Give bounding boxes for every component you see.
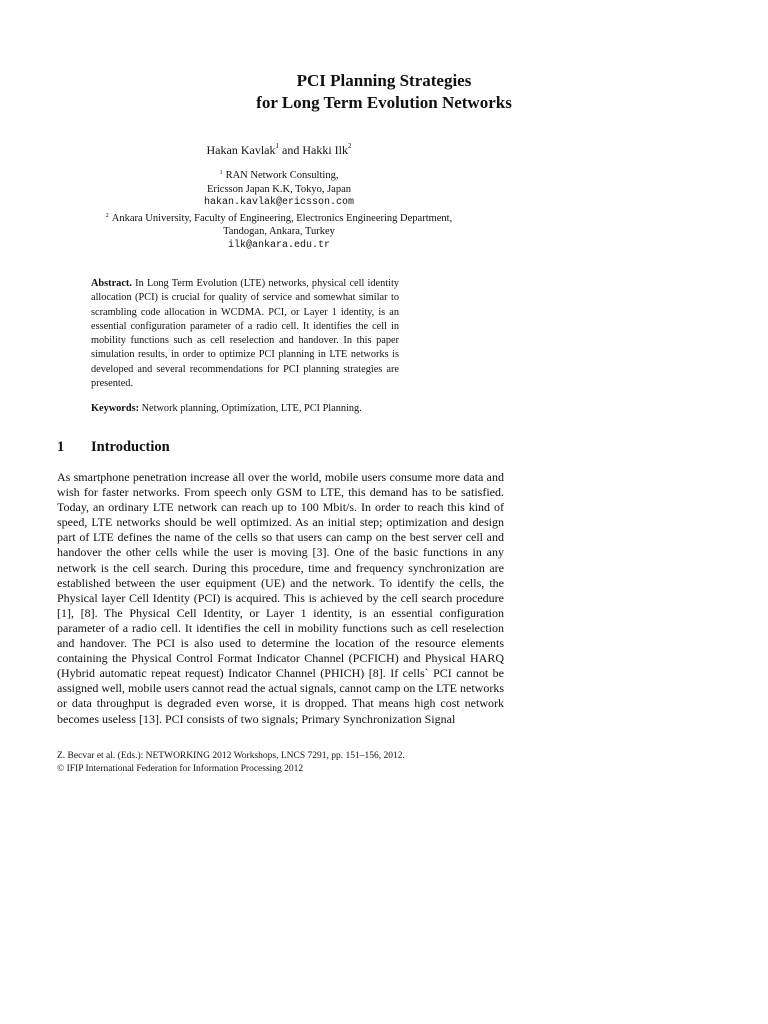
affiliation-marker: 2	[347, 142, 352, 150]
author-separator: and	[279, 143, 303, 157]
abstract-text: In Long Term Evolution (LTE) networks, physical cell identity allocation (PCI) is crucial for quality of service and somewhat similar to scrambling code allocation in WCDMA. PCI, or Layer 1 identity, is an essential configuration parameter of a radio cell. It identifies the cell in mobility functions such as cell reselection and handover. In this paper simulation results, in order to optimize PCI planning in LTE networks is developed and several recommendations for PCI planning strategies are presented.	[91, 278, 400, 390]
copyright-line: © IFIP International Federation for Information Processing 2012	[57, 764, 304, 774]
affiliation-2-org	[0, 210, 558, 226]
citation-line: Z. Becvar et al. (Eds.): NETWORKING 2012 Workshops, LNCS 7291, pp. 151–156, 2012.	[57, 751, 405, 761]
title-line-2: for Long Term Evolution Networks	[256, 93, 512, 112]
author-name: Hakki Ilk	[302, 143, 348, 157]
abstract	[91, 277, 399, 391]
body-paragraph: As smartphone penetration increase all over the world, mobile users consume more data and wish for faster networks. From speech only GSM to LTE, this demand has to be satisfied. Today, an ordinary LTE network can reach up to 100 Mbit/s. In order to reach this kind of speed, LTE networks should be well optimized. As an initial step; optimization and design part of LTE defines the name of the cells so that users can camp on the best server cell and handover the other cells while the user is moving [3]. One of the basic functions in any network is the cell search. During this procedure, time and frequency synchronization are established between the user equipment (UE) and the network. To identify the cells, the Physical layer Cell Identity (PCI) is acquired. This is achieved by the cell search procedure [1], [8]. The Physical Cell Identity, or Layer 1 identity, is an essential configuration parameter of a radio cell. It identifies the cell in mobility functions such as cell reselection and handover. The PCI is also used to determine the location of the resource elements containing the Physical Control Format Indicator Channel (PCFICH) and Physical HARQ (Hybrid automatic repeat request) Indicator Channel (PHICH) [8]. If cells` PCI cannot be assigned well, mobile users cannot read the actual signals, cannot camp on the LTE networks or data throughput is degraded even worse, it is dropped. That means high cost network becomes useless [13]. PCI consists of two signals; Primary Synchronization Signal	[57, 470, 504, 726]
abstract-label: Abstract.	[91, 278, 132, 289]
author-list	[0, 139, 558, 158]
author-email: ilk@ankara.edu.tr	[227, 239, 331, 251]
keywords-label: Keywords:	[91, 403, 140, 414]
affiliations	[0, 167, 558, 252]
affiliation-2-place: Tandogan, Ankara, Turkey	[223, 226, 335, 237]
keywords-text: Network planning, Optimization, LTE, PCI Planning.	[141, 403, 362, 414]
affiliation-marker: 2	[105, 212, 109, 219]
affiliation-marker: 1	[219, 170, 223, 176]
affiliation-1-org	[0, 167, 558, 183]
section-title: Introduction	[91, 439, 170, 455]
affiliation-org: RAN Network Consulting,	[225, 170, 339, 181]
author-email: hakan.kavlak@ericsson.com	[203, 197, 355, 208]
affiliation-marker: 1	[275, 142, 279, 150]
keywords	[91, 402, 411, 416]
affiliation-org: Ankara University, Faculty of Engineering, Electronics Engineering Department,	[111, 212, 453, 224]
title-line-1: PCI Planning Strategies	[296, 71, 472, 90]
author-name: Hakan Kavlak	[206, 143, 276, 157]
paper-title	[0, 70, 768, 114]
section-number: 1	[57, 439, 65, 455]
affiliation-1-place: Ericsson Japan K.K, Tokyo, Japan	[206, 183, 351, 195]
copyright-footer	[57, 750, 504, 776]
section-heading	[57, 438, 170, 456]
